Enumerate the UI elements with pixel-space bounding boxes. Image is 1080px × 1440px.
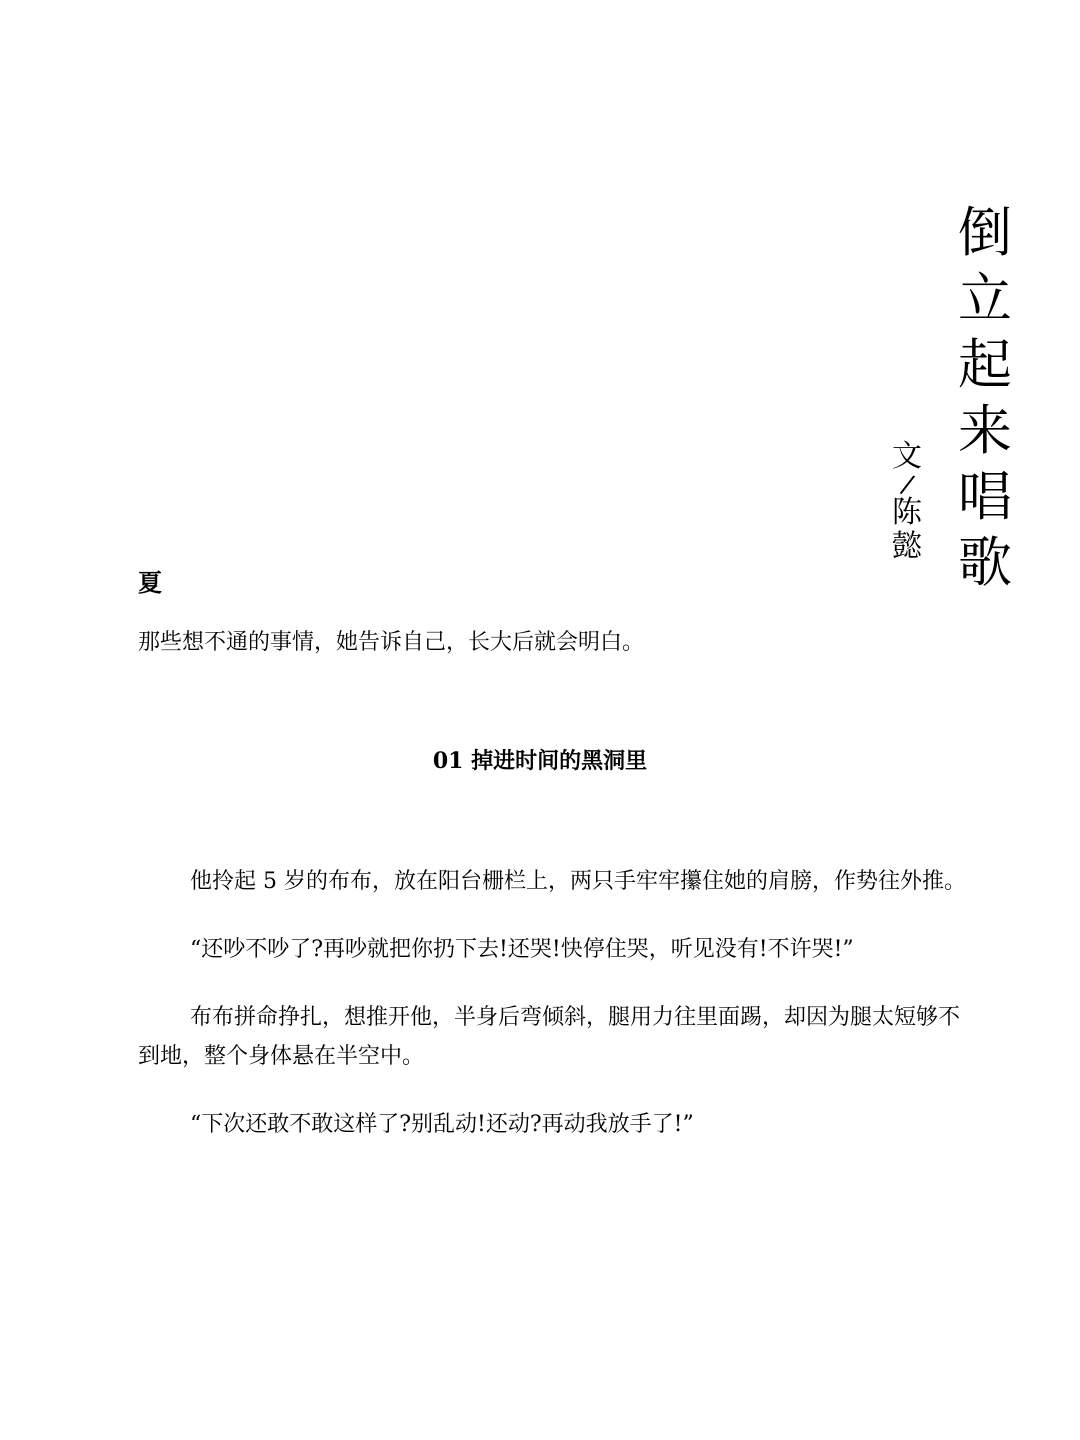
paragraph: 布布拼命挣扎，想推开他，半身后弯倾斜，腿用力往里面踢，却因为腿太短够不到地，整个身体悬在半空中。 <box>138 1005 961 1069</box>
paragraph: 他拎起 5 岁的布布，放在阳台栅栏上，两只手牢牢攥住她的肩膀，作势往外推。 <box>190 869 966 894</box>
title-char: 倒 <box>958 201 1012 264</box>
paragraph: “还吵不吵了?再吵就把你扔下去!还哭!快停住哭，听见没有!不许哭!” <box>190 937 854 962</box>
byline-separator: / <box>897 469 917 501</box>
title-char: 歌 <box>958 531 1012 594</box>
chapter-heading: 01 掉进时间的黑洞里 <box>432 748 648 774</box>
author-byline <box>882 440 932 564</box>
article-title <box>950 200 1020 596</box>
byline-char: 懿 <box>892 529 922 564</box>
byline-char: 文 <box>892 439 922 474</box>
title-char: 起 <box>958 333 1012 396</box>
byline-char: 陈 <box>892 495 922 530</box>
title-char: 唱 <box>958 465 1012 528</box>
season-label: 夏 <box>138 568 162 597</box>
body-text <box>138 862 978 1173</box>
epigraph: 那些想不通的事情，她告诉自己，长大后就会明白。 <box>138 630 645 655</box>
title-char: 立 <box>958 267 1012 330</box>
title-char: 来 <box>958 399 1012 462</box>
paragraph: “下次还敢不敢这样了?别乱动!还动?再动我放手了!” <box>190 1112 694 1137</box>
